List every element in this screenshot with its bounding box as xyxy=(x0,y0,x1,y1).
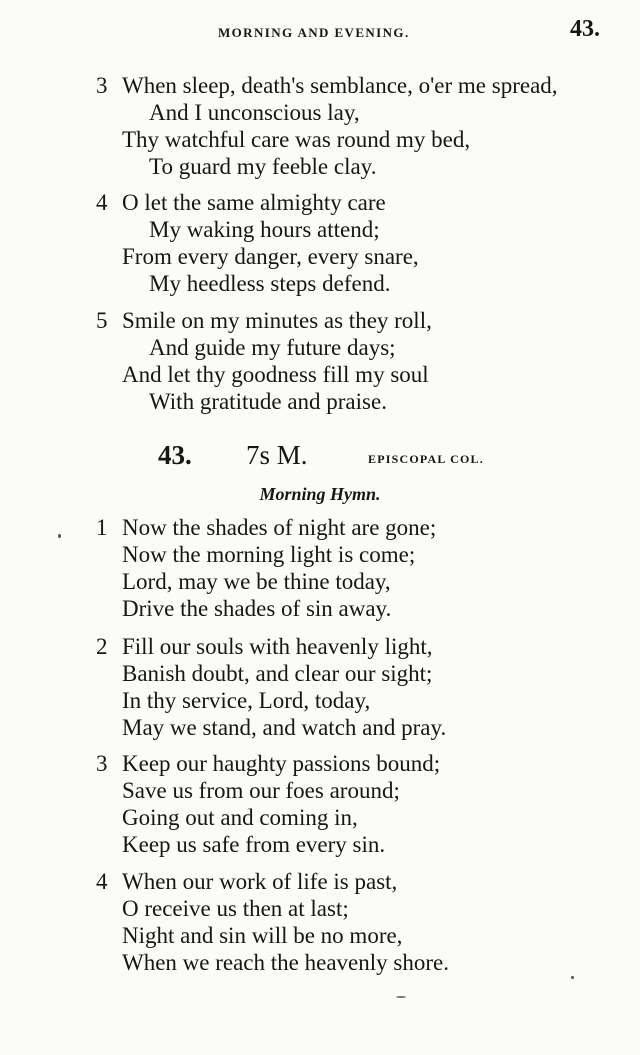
verse-line: Night and sin will be no more, xyxy=(122,923,403,948)
stanza-number: 1 xyxy=(96,515,108,540)
verse-line: In thy service, Lord, today, xyxy=(122,688,371,713)
hymn-meter: 7s M. xyxy=(246,440,308,470)
scan-speck xyxy=(571,976,574,979)
verse-line: Now the morning light is come; xyxy=(122,542,416,567)
hymn-source: EPISCOPAL COL. xyxy=(368,452,484,466)
hymn-stanza-4 xyxy=(0,868,640,976)
verse-line: May we stand, and watch and pray. xyxy=(122,715,447,740)
verse-line: When our work of life is past, xyxy=(122,869,398,894)
stanza-number: 3 xyxy=(96,73,108,98)
scan-speck xyxy=(396,996,406,998)
stanza-number: 5 xyxy=(96,308,108,333)
running-head: MORNING AND EVENING. xyxy=(218,25,410,40)
hymn-stanza-3 xyxy=(0,750,640,858)
hymn-header xyxy=(0,440,640,480)
hymn-stanza-1 xyxy=(0,514,640,622)
verse-line: To guard my feeble clay. xyxy=(149,154,377,179)
verse-line: Now the shades of night are gone; xyxy=(122,515,437,540)
verse-line: Save us from our foes around; xyxy=(122,778,400,803)
page-number: 43. xyxy=(570,16,600,42)
verse-line: Banish doubt, and clear our sight; xyxy=(122,661,433,686)
verse-line: When sleep, death's semblance, o'er me spread, xyxy=(122,73,558,98)
verse-line: And let thy goodness fill my soul xyxy=(122,362,429,387)
verse-line: My heedless steps defend. xyxy=(149,271,391,296)
verse-line: Smile on my minutes as they roll, xyxy=(122,308,432,333)
verse-line: With gratitude and praise. xyxy=(149,389,387,414)
stanza-number: 2 xyxy=(96,634,108,659)
scan-speck xyxy=(58,534,61,538)
stanza-number: 4 xyxy=(96,190,108,215)
verse-line: And guide my future days; xyxy=(149,335,396,360)
hymn-title: Morning Hymn. xyxy=(259,484,381,504)
hymn-number: 43. xyxy=(158,440,192,470)
verse-line: Fill our souls with heavenly light, xyxy=(122,634,433,659)
verse-line: Thy watchful care was round my bed, xyxy=(122,127,471,152)
stanza-prev-4 xyxy=(0,189,640,297)
verse-line: Keep our haughty passions bound; xyxy=(122,751,441,776)
stanza-number: 4 xyxy=(96,869,108,894)
stanza-number: 3 xyxy=(96,751,108,776)
verse-line: My waking hours attend; xyxy=(149,217,380,242)
stanza-prev-5 xyxy=(0,307,640,415)
verse-line: Drive the shades of sin away. xyxy=(122,596,392,621)
stanza-prev-3 xyxy=(0,72,640,180)
verse-line: O let the same almighty care xyxy=(122,190,386,215)
verse-line: Lord, may we be thine today, xyxy=(122,569,391,594)
hymn-stanza-2 xyxy=(0,633,640,741)
verse-line: And I unconscious lay, xyxy=(149,100,360,125)
verse-line: Going out and coming in, xyxy=(122,805,358,830)
verse-line: From every danger, every snare, xyxy=(122,244,419,269)
verse-line: O receive us then at last; xyxy=(122,896,349,921)
verse-line: When we reach the heavenly shore. xyxy=(122,950,449,975)
verse-line: Keep us safe from every sin. xyxy=(122,832,386,857)
